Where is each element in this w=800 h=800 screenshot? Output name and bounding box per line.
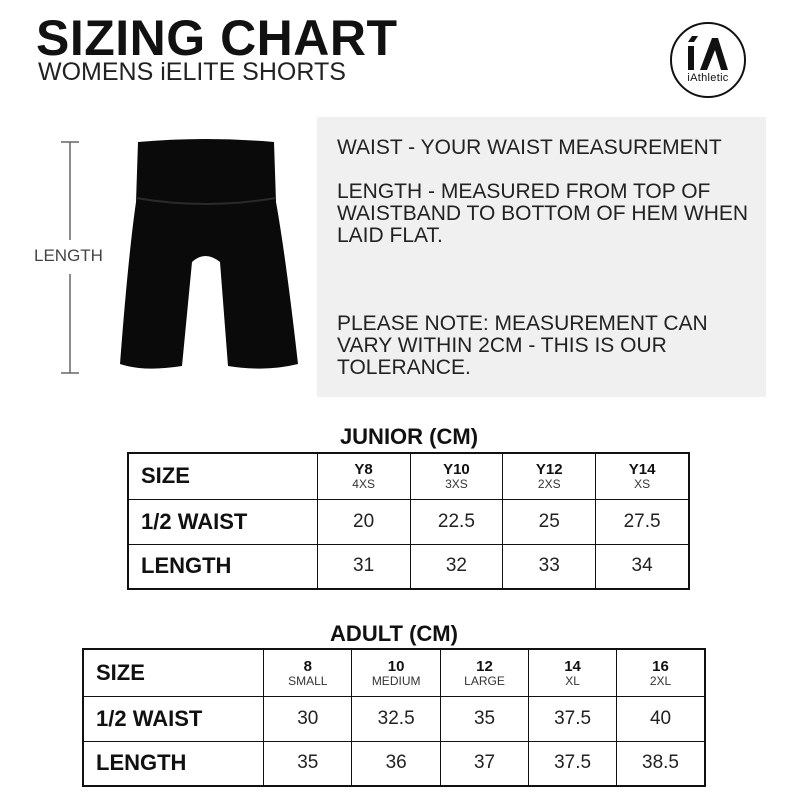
junior-size-cell: Y14 XS bbox=[596, 453, 689, 499]
junior-length-cell: 34 bbox=[596, 544, 689, 589]
junior-waist-cell: 27.5 bbox=[596, 499, 689, 544]
junior-size-label: SIZE bbox=[128, 453, 317, 499]
adult-length-row bbox=[83, 741, 705, 786]
adult-waist-cell: 37.5 bbox=[529, 696, 617, 741]
info-waist-text: WAIST - YOUR WAIST MEASUREMENT bbox=[337, 136, 722, 159]
junior-waist-label: 1/2 WAIST bbox=[128, 499, 317, 544]
junior-length-row bbox=[128, 544, 689, 589]
brand-logo bbox=[670, 22, 746, 98]
adult-length-label: LENGTH bbox=[83, 741, 264, 786]
adult-size-cell: 10 MEDIUM bbox=[352, 649, 441, 696]
page-title: SIZING CHART bbox=[36, 10, 398, 66]
adult-waist-row bbox=[83, 696, 705, 741]
adult-size-row bbox=[83, 649, 705, 696]
adult-size-table bbox=[82, 648, 706, 787]
adult-size-label: SIZE bbox=[83, 649, 264, 696]
info-note-text: PLEASE NOTE: MEASUREMENT CAN VARY WITHIN 2CM - THIS IS OUR TOLERANCE. bbox=[337, 312, 708, 379]
info-length-text: LENGTH - MEASURED FROM TOP OF WAISTBAND TO BOTTOM OF HEM WHEN LAID FLAT. bbox=[337, 180, 749, 247]
adult-length-cell: 35 bbox=[264, 741, 352, 786]
junior-size-table bbox=[127, 452, 690, 590]
junior-table-title: JUNIOR (CM) bbox=[339, 424, 479, 449]
adult-table-title: ADULT (CM) bbox=[330, 621, 458, 646]
junior-length-cell: 31 bbox=[317, 544, 410, 589]
junior-size-cell: Y10 3XS bbox=[410, 453, 503, 499]
logo-brand-text: iAthletic bbox=[687, 72, 729, 84]
adult-size-cell: 16 2XL bbox=[617, 649, 705, 696]
junior-size-cell: Y12 2XS bbox=[503, 453, 596, 499]
junior-waist-cell: 20 bbox=[317, 499, 410, 544]
page-subtitle: WOMENS iELITE SHORTS bbox=[38, 58, 346, 86]
junior-length-cell: 33 bbox=[503, 544, 596, 589]
junior-waist-cell: 22.5 bbox=[410, 499, 503, 544]
adult-length-cell: 38.5 bbox=[617, 741, 705, 786]
shorts-icon bbox=[108, 138, 302, 374]
adult-size-cell: 8 SMALL bbox=[264, 649, 352, 696]
junior-length-cell: 32 bbox=[410, 544, 503, 589]
adult-length-cell: 36 bbox=[352, 741, 441, 786]
junior-length-label: LENGTH bbox=[128, 544, 317, 589]
length-label: LENGTH bbox=[34, 246, 103, 265]
adult-length-cell: 37.5 bbox=[529, 741, 617, 786]
adult-waist-cell: 32.5 bbox=[352, 696, 441, 741]
ia-logo-mark-icon bbox=[686, 36, 730, 72]
adult-waist-cell: 35 bbox=[440, 696, 528, 741]
adult-length-cell: 37 bbox=[440, 741, 528, 786]
info-panel bbox=[317, 117, 766, 397]
adult-waist-label: 1/2 WAIST bbox=[83, 696, 264, 741]
adult-waist-cell: 40 bbox=[617, 696, 705, 741]
adult-size-cell: 12 LARGE bbox=[440, 649, 528, 696]
junior-waist-row bbox=[128, 499, 689, 544]
adult-waist-cell: 30 bbox=[264, 696, 352, 741]
junior-size-row bbox=[128, 453, 689, 499]
junior-size-cell: Y8 4XS bbox=[317, 453, 410, 499]
junior-waist-cell: 25 bbox=[503, 499, 596, 544]
adult-size-cell: 14 XL bbox=[529, 649, 617, 696]
